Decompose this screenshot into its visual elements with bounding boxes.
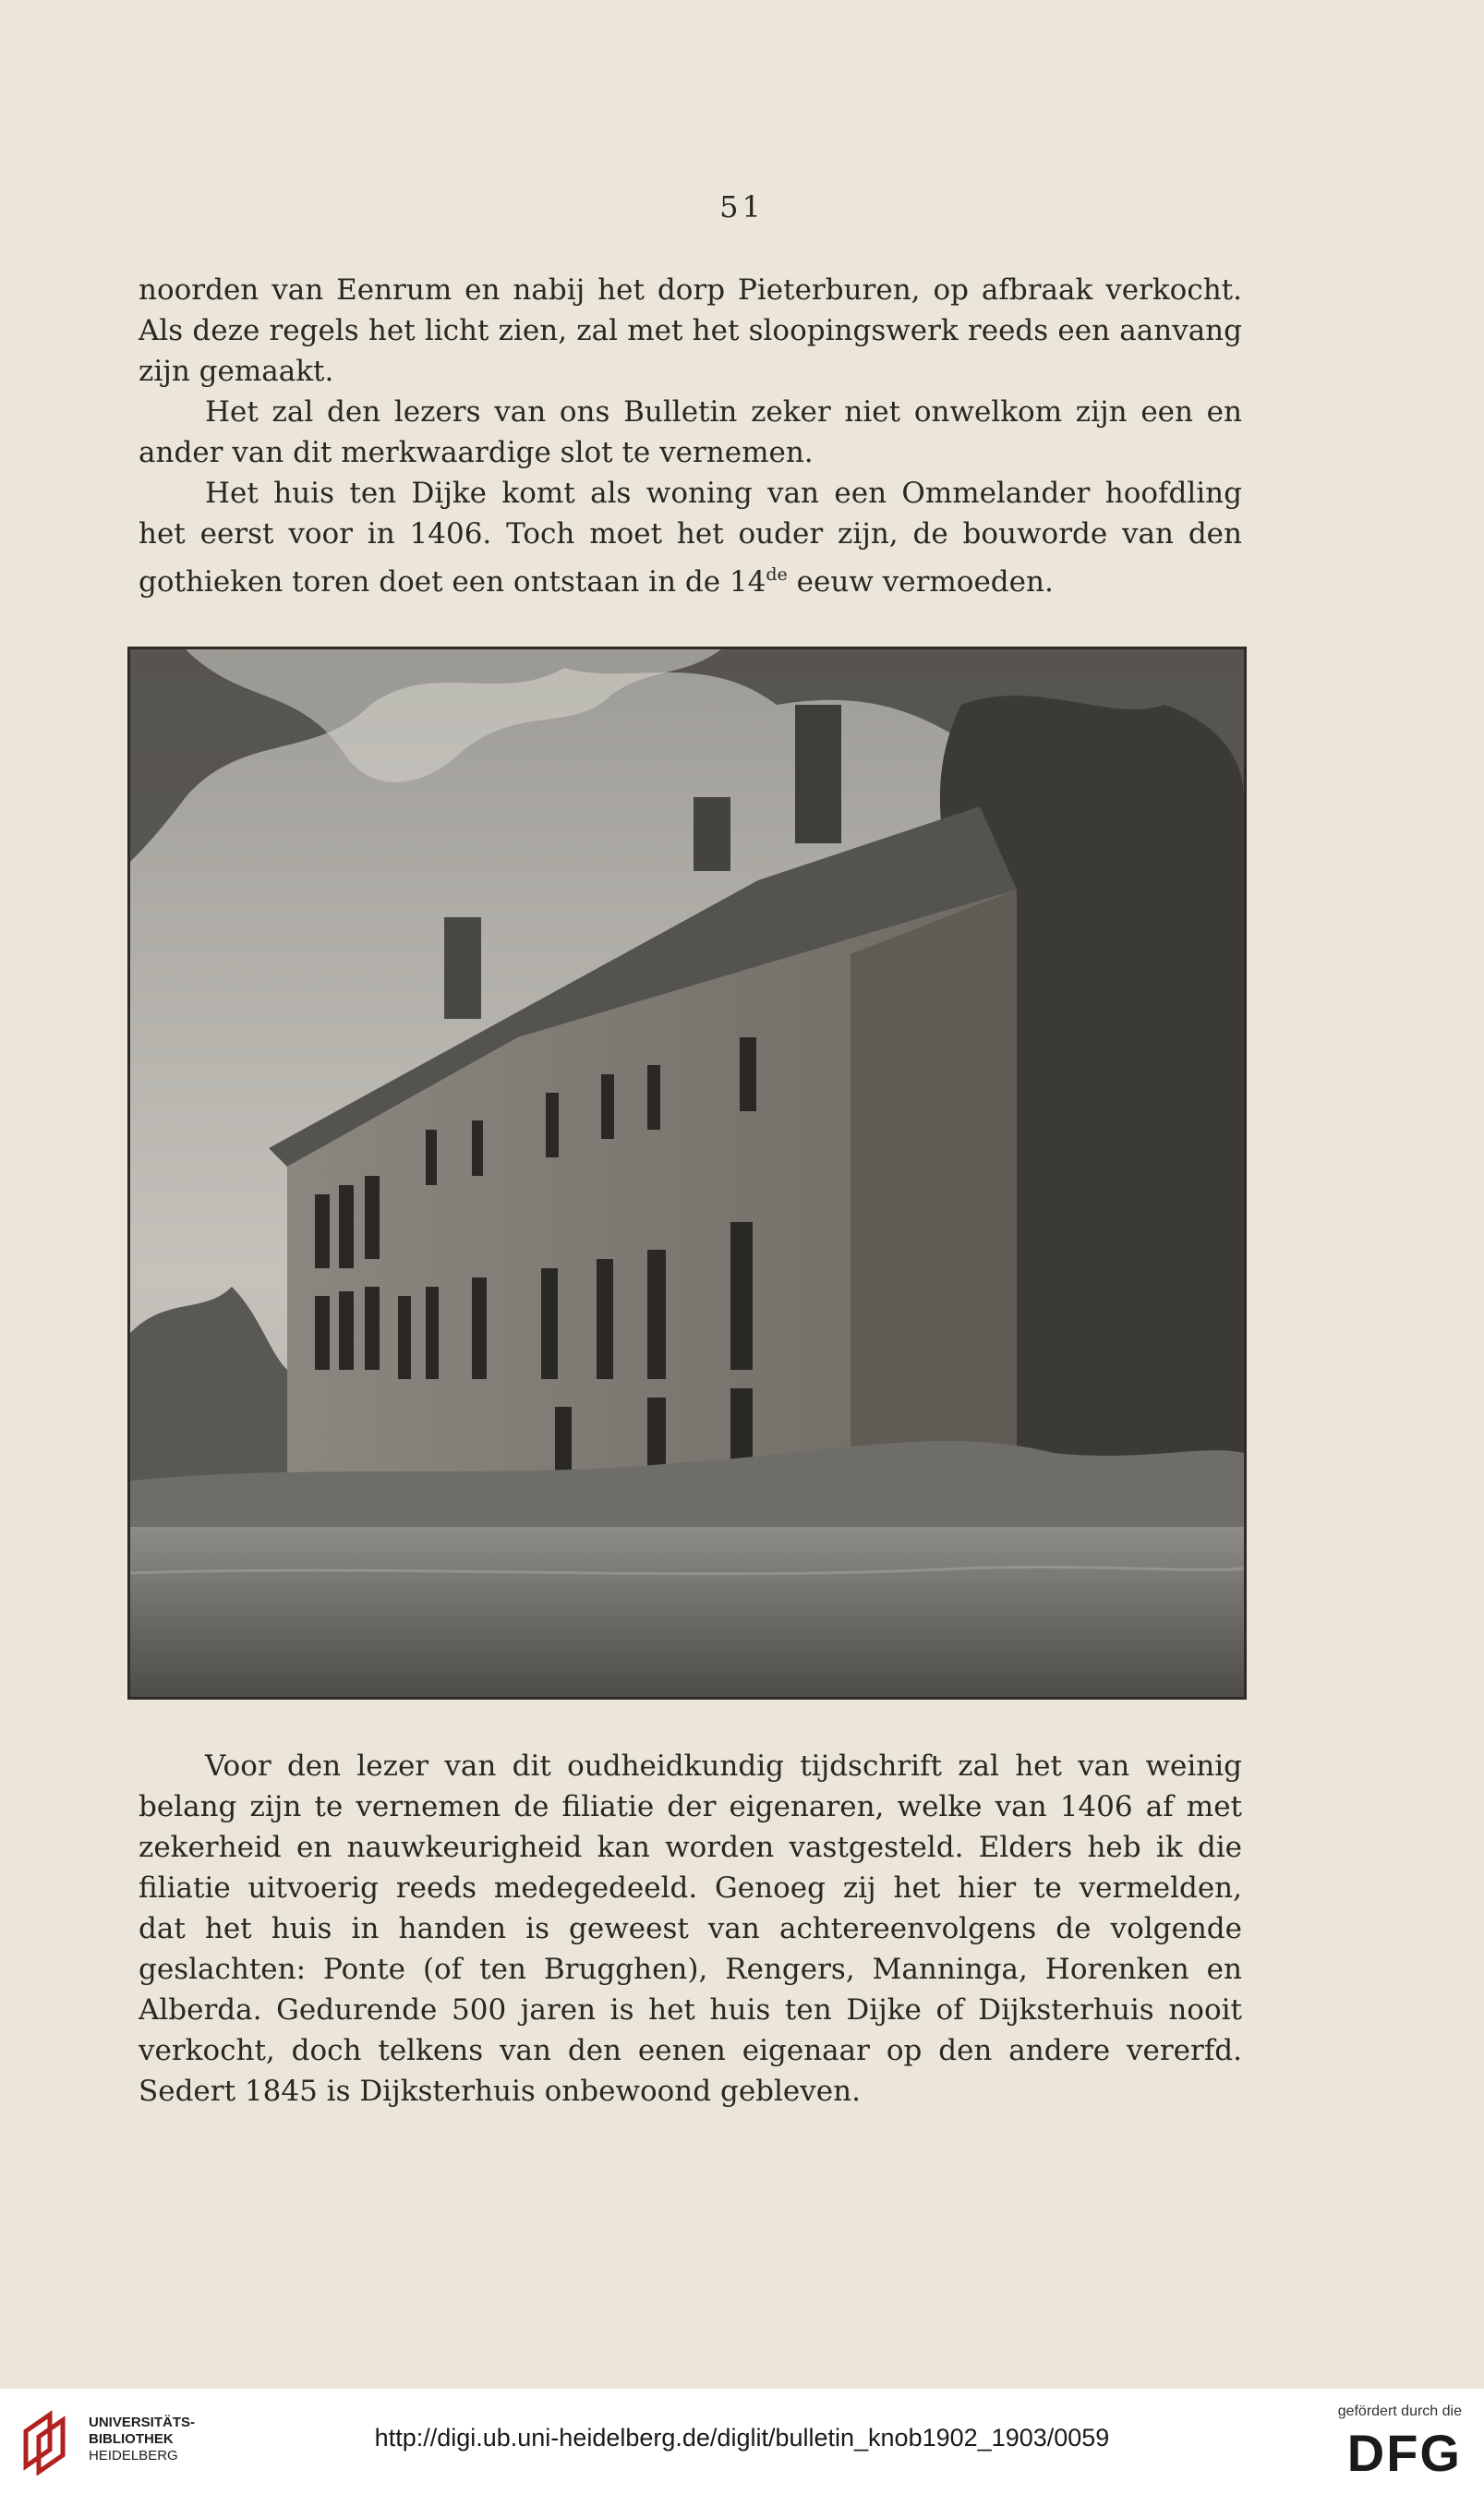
paragraph-2 [139,392,1242,473]
text-line [139,554,1242,602]
text-line: geslachten: Ponte (of ten Brugghen), Rengers, Manninga, Horenken en [139,1953,1242,1986]
text-line: Voor den lezer van dit oudheidkundig tijdschrift zal het van weinig [205,1749,1242,1783]
paragraph-4 [139,1746,1242,2112]
page-number: 51 [719,189,765,224]
paragraph-3 [139,473,1242,602]
text-fragment: eeuw vermoeden. [787,565,1054,599]
text-fragment: gothieken toren doet een ontstaan in de 14 [139,565,766,599]
superscript: de [766,564,788,585]
text-line: zijn gemaakt. [139,355,334,388]
text-line: noorden van Eenrum en nabij het dorp Pieterburen, op afbraak verkocht. [139,273,1242,307]
text-line: dat het huis in handen is geweest van achtereenvolgens de volgende [139,1912,1242,1945]
text-line: zekerheid en nauwkeurigheid kan worden vastgesteld. Elders heb ik die [139,1831,1242,1864]
text-line: Het huis ten Dijke komt als woning van een Ommelander hoofdling [205,477,1242,510]
text-line: het eerst voor in 1406. Toch moet het ouder zijn, de bouworde van den [139,517,1242,551]
text-line: ander van dit merkwaardige slot te vernemen. [139,436,814,469]
text-line: Het zal den lezers van ons Bulletin zeker niet onwelkom zijn een en [205,395,1242,429]
text-line: verkocht, doch telkens van den eenen eigenaar op den andere vererfd. [139,2034,1242,2067]
source-url-link[interactable]: http://digi.ub.uni-heidelberg.de/diglit/bulletin_knob1902_1903/0059 [374,2424,1110,2452]
text-line: Alberda. Gedurende 500 jaren is het huis ten Dijke of Dijksterhuis nooit [139,1993,1242,2027]
text-line: belang zijn te vernemen de filiatie der eigenaren, welke van 1406 af met [139,1790,1242,1823]
library-name-line: UNIVERSITÄTS- [89,2415,196,2430]
text-line: filiatie uitvoerig reeds medegedeeld. Genoeg zij het hier te vermelden, [139,1871,1242,1905]
bottom-text-block [139,1746,1242,2112]
digitization-footer [0,2389,1484,2494]
castle-photo-image [130,649,1244,1697]
text-line: Sedert 1845 is Dijksterhuis onbewoond gebleven. [139,2075,861,2108]
text-line: Als deze regels het licht zien, zal met het sloopingswerk reeds een aanvang [139,314,1242,347]
castle-photograph [127,647,1247,1700]
library-name-line: BIBLIOTHEK [89,2431,174,2447]
dfg-logo: DFG [1346,2424,1462,2482]
paragraph-1 [139,270,1242,392]
library-name-line: HEIDELBERG [89,2448,178,2464]
funding-caption: gefördert durch die [1337,2403,1462,2419]
top-text-block [139,270,1242,602]
